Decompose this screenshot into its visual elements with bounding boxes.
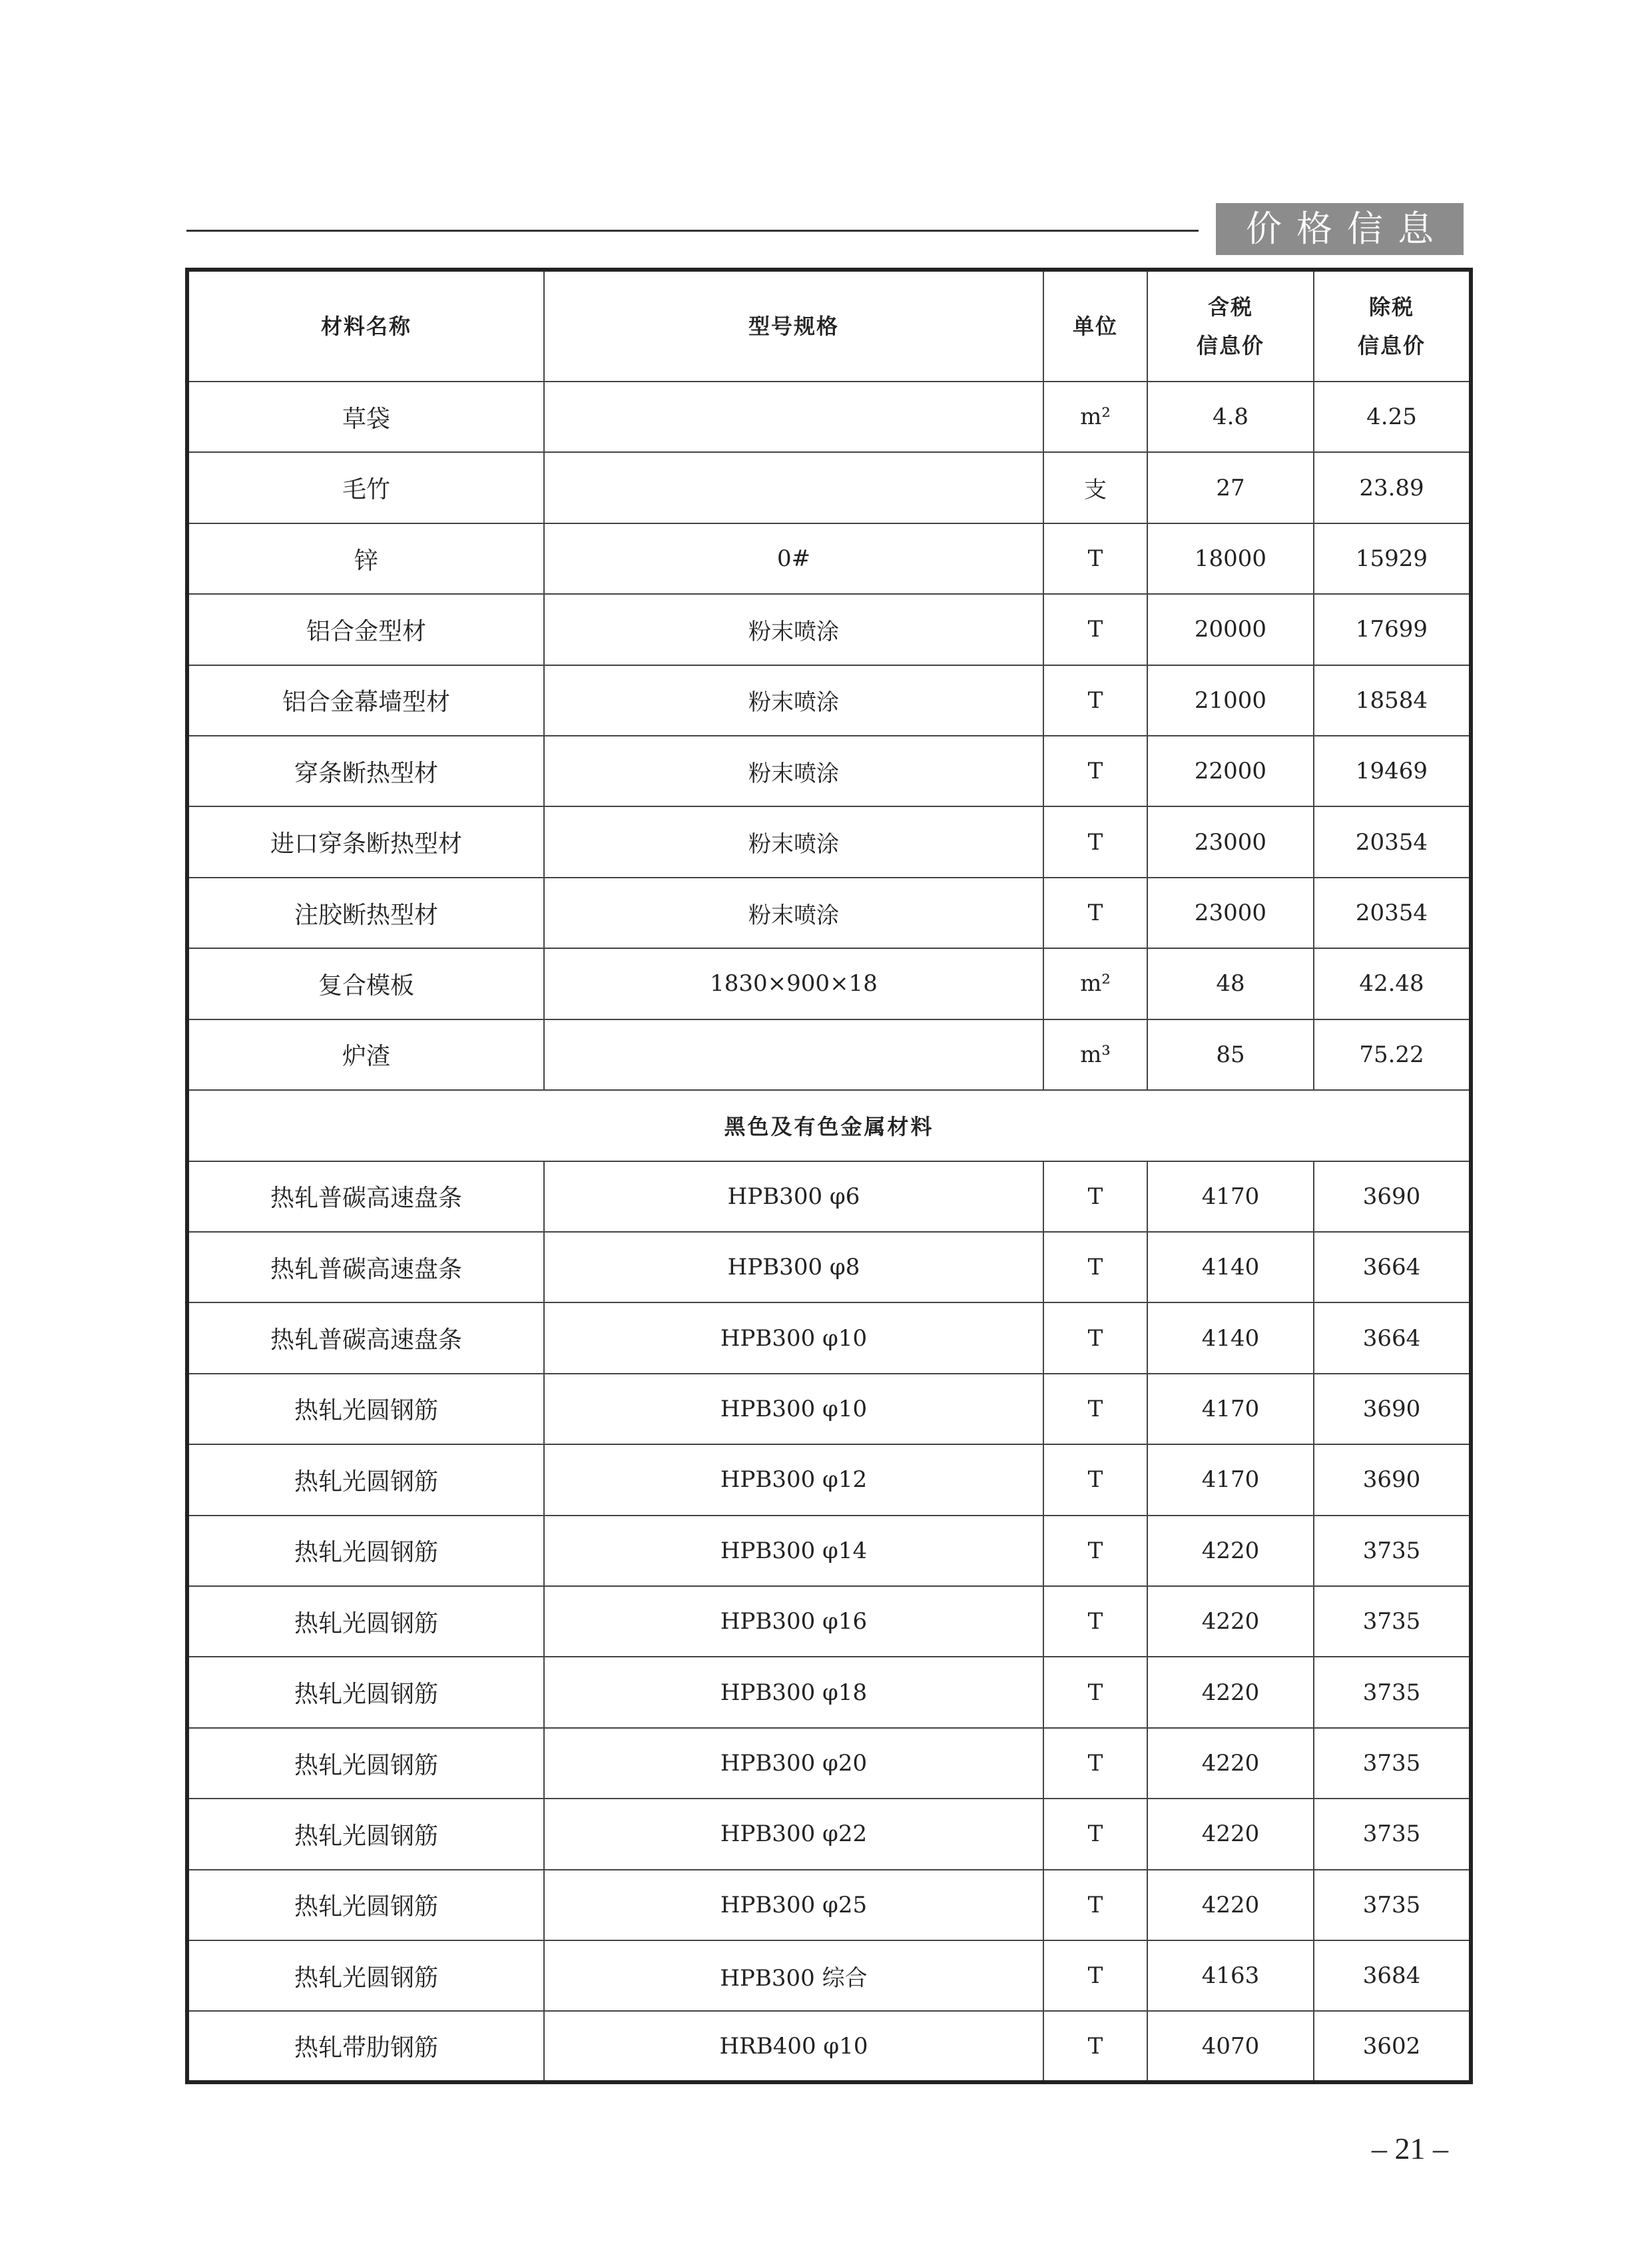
cell-price-with-tax: 4140 bbox=[1147, 1232, 1314, 1302]
cell-unit: T bbox=[1043, 1799, 1147, 1869]
cell-price-without-tax: 3735 bbox=[1314, 1870, 1471, 1940]
table-body-general bbox=[187, 382, 1471, 1090]
col-header-without-tax-line2: 信息价 bbox=[1357, 333, 1426, 358]
cell-unit: T bbox=[1043, 1870, 1147, 1940]
cell-name: 热轧光圆钢筋 bbox=[187, 1728, 544, 1799]
cell-price-without-tax: 3735 bbox=[1314, 1516, 1471, 1586]
cell-spec: HPB300 φ14 bbox=[544, 1516, 1043, 1586]
cell-name: 热轧普碳高速盘条 bbox=[187, 1161, 544, 1232]
table-row bbox=[187, 594, 1471, 665]
cell-name: 热轧光圆钢筋 bbox=[187, 1444, 544, 1515]
cell-name: 草袋 bbox=[187, 382, 544, 452]
table-row bbox=[187, 452, 1471, 523]
cell-spec: 粉末喷涂 bbox=[544, 806, 1043, 877]
cell-spec: HPB300 φ12 bbox=[544, 1444, 1043, 1515]
cell-price-without-tax: 15929 bbox=[1314, 523, 1471, 594]
cell-price-without-tax: 75.22 bbox=[1314, 1019, 1471, 1091]
col-header-unit: 单位 bbox=[1043, 270, 1147, 382]
cell-price-with-tax: 4220 bbox=[1147, 1728, 1314, 1799]
table-row bbox=[187, 382, 1471, 452]
price-table bbox=[185, 268, 1473, 2084]
col-header-price-without-tax bbox=[1314, 270, 1471, 382]
cell-price-without-tax: 23.89 bbox=[1314, 452, 1471, 523]
cell-unit: m² bbox=[1043, 948, 1147, 1019]
table-row bbox=[187, 806, 1471, 877]
cell-name: 铝合金型材 bbox=[187, 594, 544, 665]
cell-spec: HPB300 φ25 bbox=[544, 1870, 1043, 1940]
cell-unit: 支 bbox=[1043, 452, 1147, 523]
cell-unit: T bbox=[1043, 594, 1147, 665]
cell-unit: T bbox=[1043, 523, 1147, 594]
table-row bbox=[187, 1161, 1471, 1232]
cell-spec: HPB300 φ22 bbox=[544, 1799, 1043, 1869]
cell-price-with-tax: 21000 bbox=[1147, 665, 1314, 736]
cell-name: 热轧光圆钢筋 bbox=[187, 1870, 544, 1940]
table-row bbox=[187, 1586, 1471, 1657]
cell-unit: T bbox=[1043, 1728, 1147, 1799]
cell-name: 进口穿条断热型材 bbox=[187, 806, 544, 877]
table-row bbox=[187, 1870, 1471, 1940]
cell-price-without-tax: 3735 bbox=[1314, 1586, 1471, 1657]
cell-price-without-tax: 3690 bbox=[1314, 1161, 1471, 1232]
cell-unit: T bbox=[1043, 1940, 1147, 2011]
table-row bbox=[187, 1232, 1471, 1302]
cell-price-without-tax: 17699 bbox=[1314, 594, 1471, 665]
table-section bbox=[187, 1090, 1471, 1161]
col-header-without-tax-line1: 除税 bbox=[1368, 294, 1414, 320]
col-header-with-tax-line2: 信息价 bbox=[1196, 333, 1264, 358]
cell-price-with-tax: 4070 bbox=[1147, 2011, 1314, 2082]
cell-price-with-tax: 27 bbox=[1147, 452, 1314, 523]
cell-spec: HPB300 φ16 bbox=[544, 1586, 1043, 1657]
cell-price-with-tax: 18000 bbox=[1147, 523, 1314, 594]
cell-name: 热轧带肋钢筋 bbox=[187, 2011, 544, 2082]
cell-name: 热轧普碳高速盘条 bbox=[187, 1302, 544, 1373]
cell-price-without-tax: 3684 bbox=[1314, 1940, 1471, 2011]
table-row bbox=[187, 1657, 1471, 1727]
table-row bbox=[187, 1799, 1471, 1869]
table-row bbox=[187, 523, 1471, 594]
cell-unit: T bbox=[1043, 2011, 1147, 2082]
cell-price-without-tax: 3735 bbox=[1314, 1728, 1471, 1799]
cell-spec: HRB400 φ10 bbox=[544, 2011, 1043, 2082]
cell-spec: HPB300 φ8 bbox=[544, 1232, 1043, 1302]
cell-price-without-tax: 18584 bbox=[1314, 665, 1471, 736]
cell-spec bbox=[544, 1019, 1043, 1091]
cell-unit: T bbox=[1043, 736, 1147, 806]
cell-price-with-tax: 23000 bbox=[1147, 878, 1314, 948]
table-row bbox=[187, 736, 1471, 806]
cell-spec bbox=[544, 382, 1043, 452]
table-row bbox=[187, 1940, 1471, 2011]
table-row bbox=[187, 1728, 1471, 1799]
cell-unit: T bbox=[1043, 1516, 1147, 1586]
cell-name: 热轧光圆钢筋 bbox=[187, 1516, 544, 1586]
cell-price-with-tax: 22000 bbox=[1147, 736, 1314, 806]
cell-price-without-tax: 20354 bbox=[1314, 806, 1471, 877]
table-row bbox=[187, 1516, 1471, 1586]
table-row bbox=[187, 1374, 1471, 1444]
cell-unit: m³ bbox=[1043, 1019, 1147, 1091]
cell-spec bbox=[544, 452, 1043, 523]
cell-name: 热轧光圆钢筋 bbox=[187, 1799, 544, 1869]
cell-spec: HPB300 φ6 bbox=[544, 1161, 1043, 1232]
table-row bbox=[187, 1444, 1471, 1515]
cell-price-with-tax: 4170 bbox=[1147, 1374, 1314, 1444]
cell-price-without-tax: 3602 bbox=[1314, 2011, 1471, 2082]
cell-unit: T bbox=[1043, 878, 1147, 948]
cell-name: 铝合金幕墙型材 bbox=[187, 665, 544, 736]
cell-price-with-tax: 4220 bbox=[1147, 1799, 1314, 1869]
col-header-price-with-tax bbox=[1147, 270, 1314, 382]
cell-price-without-tax: 3735 bbox=[1314, 1657, 1471, 1727]
table-row bbox=[187, 948, 1471, 1019]
cell-spec: 1830×900×18 bbox=[544, 948, 1043, 1019]
cell-price-with-tax: 23000 bbox=[1147, 806, 1314, 877]
cell-unit: T bbox=[1043, 665, 1147, 736]
cell-unit: m² bbox=[1043, 382, 1147, 452]
cell-price-with-tax: 4220 bbox=[1147, 1657, 1314, 1727]
cell-spec: HPB300 综合 bbox=[544, 1940, 1043, 2011]
cell-price-with-tax: 20000 bbox=[1147, 594, 1314, 665]
cell-unit: T bbox=[1043, 1657, 1147, 1727]
section-row bbox=[187, 1090, 1471, 1161]
section-title: 黑色及有色金属材料 bbox=[187, 1090, 1471, 1161]
table-row bbox=[187, 1302, 1471, 1373]
table-row bbox=[187, 2011, 1471, 2082]
cell-unit: T bbox=[1043, 1586, 1147, 1657]
col-header-name: 材料名称 bbox=[187, 270, 544, 382]
cell-price-without-tax: 3664 bbox=[1314, 1232, 1471, 1302]
header-rule bbox=[186, 230, 1199, 232]
cell-price-with-tax: 4163 bbox=[1147, 1940, 1314, 2011]
cell-name: 毛竹 bbox=[187, 452, 544, 523]
cell-name: 锌 bbox=[187, 523, 544, 594]
cell-name: 复合模板 bbox=[187, 948, 544, 1019]
cell-price-with-tax: 4220 bbox=[1147, 1516, 1314, 1586]
cell-spec: HPB300 φ20 bbox=[544, 1728, 1043, 1799]
col-header-spec: 型号规格 bbox=[544, 270, 1043, 382]
cell-name: 注胶断热型材 bbox=[187, 878, 544, 948]
page-number: – 21 – bbox=[1372, 2131, 1448, 2165]
section-banner: 价格信息 bbox=[1216, 203, 1464, 255]
cell-name: 热轧光圆钢筋 bbox=[187, 1940, 544, 2011]
cell-price-without-tax: 19469 bbox=[1314, 736, 1471, 806]
cell-spec: 粉末喷涂 bbox=[544, 594, 1043, 665]
cell-name: 热轧光圆钢筋 bbox=[187, 1586, 544, 1657]
table-body-metals bbox=[187, 1161, 1471, 2082]
cell-price-with-tax: 4170 bbox=[1147, 1161, 1314, 1232]
cell-spec: HPB300 φ10 bbox=[544, 1302, 1043, 1373]
table-row bbox=[187, 878, 1471, 948]
cell-price-with-tax: 4170 bbox=[1147, 1444, 1314, 1515]
cell-price-without-tax: 4.25 bbox=[1314, 382, 1471, 452]
cell-price-with-tax: 4220 bbox=[1147, 1586, 1314, 1657]
cell-price-with-tax: 4.8 bbox=[1147, 382, 1314, 452]
cell-price-with-tax: 4140 bbox=[1147, 1302, 1314, 1373]
cell-name: 热轧普碳高速盘条 bbox=[187, 1232, 544, 1302]
cell-unit: T bbox=[1043, 1302, 1147, 1373]
cell-unit: T bbox=[1043, 1161, 1147, 1232]
cell-name: 炉渣 bbox=[187, 1019, 544, 1091]
cell-name: 穿条断热型材 bbox=[187, 736, 544, 806]
cell-spec: 0# bbox=[544, 523, 1043, 594]
cell-spec: 粉末喷涂 bbox=[544, 878, 1043, 948]
cell-unit: T bbox=[1043, 806, 1147, 877]
cell-price-without-tax: 42.48 bbox=[1314, 948, 1471, 1019]
cell-spec: 粉末喷涂 bbox=[544, 665, 1043, 736]
cell-spec: HPB300 φ10 bbox=[544, 1374, 1043, 1444]
cell-unit: T bbox=[1043, 1374, 1147, 1444]
col-header-with-tax-line1: 含税 bbox=[1207, 294, 1253, 320]
cell-unit: T bbox=[1043, 1444, 1147, 1515]
table-row bbox=[187, 1019, 1471, 1091]
cell-name: 热轧光圆钢筋 bbox=[187, 1657, 544, 1727]
cell-price-without-tax: 20354 bbox=[1314, 878, 1471, 948]
cell-spec: HPB300 φ18 bbox=[544, 1657, 1043, 1727]
cell-price-without-tax: 3690 bbox=[1314, 1374, 1471, 1444]
cell-price-with-tax: 4220 bbox=[1147, 1870, 1314, 1940]
table-row bbox=[187, 665, 1471, 736]
cell-spec: 粉末喷涂 bbox=[544, 736, 1043, 806]
cell-price-without-tax: 3735 bbox=[1314, 1799, 1471, 1869]
cell-price-without-tax: 3664 bbox=[1314, 1302, 1471, 1373]
cell-price-without-tax: 3690 bbox=[1314, 1444, 1471, 1515]
cell-price-with-tax: 48 bbox=[1147, 948, 1314, 1019]
cell-unit: T bbox=[1043, 1232, 1147, 1302]
cell-price-with-tax: 85 bbox=[1147, 1019, 1314, 1091]
cell-name: 热轧光圆钢筋 bbox=[187, 1374, 544, 1444]
table-header bbox=[187, 270, 1471, 382]
